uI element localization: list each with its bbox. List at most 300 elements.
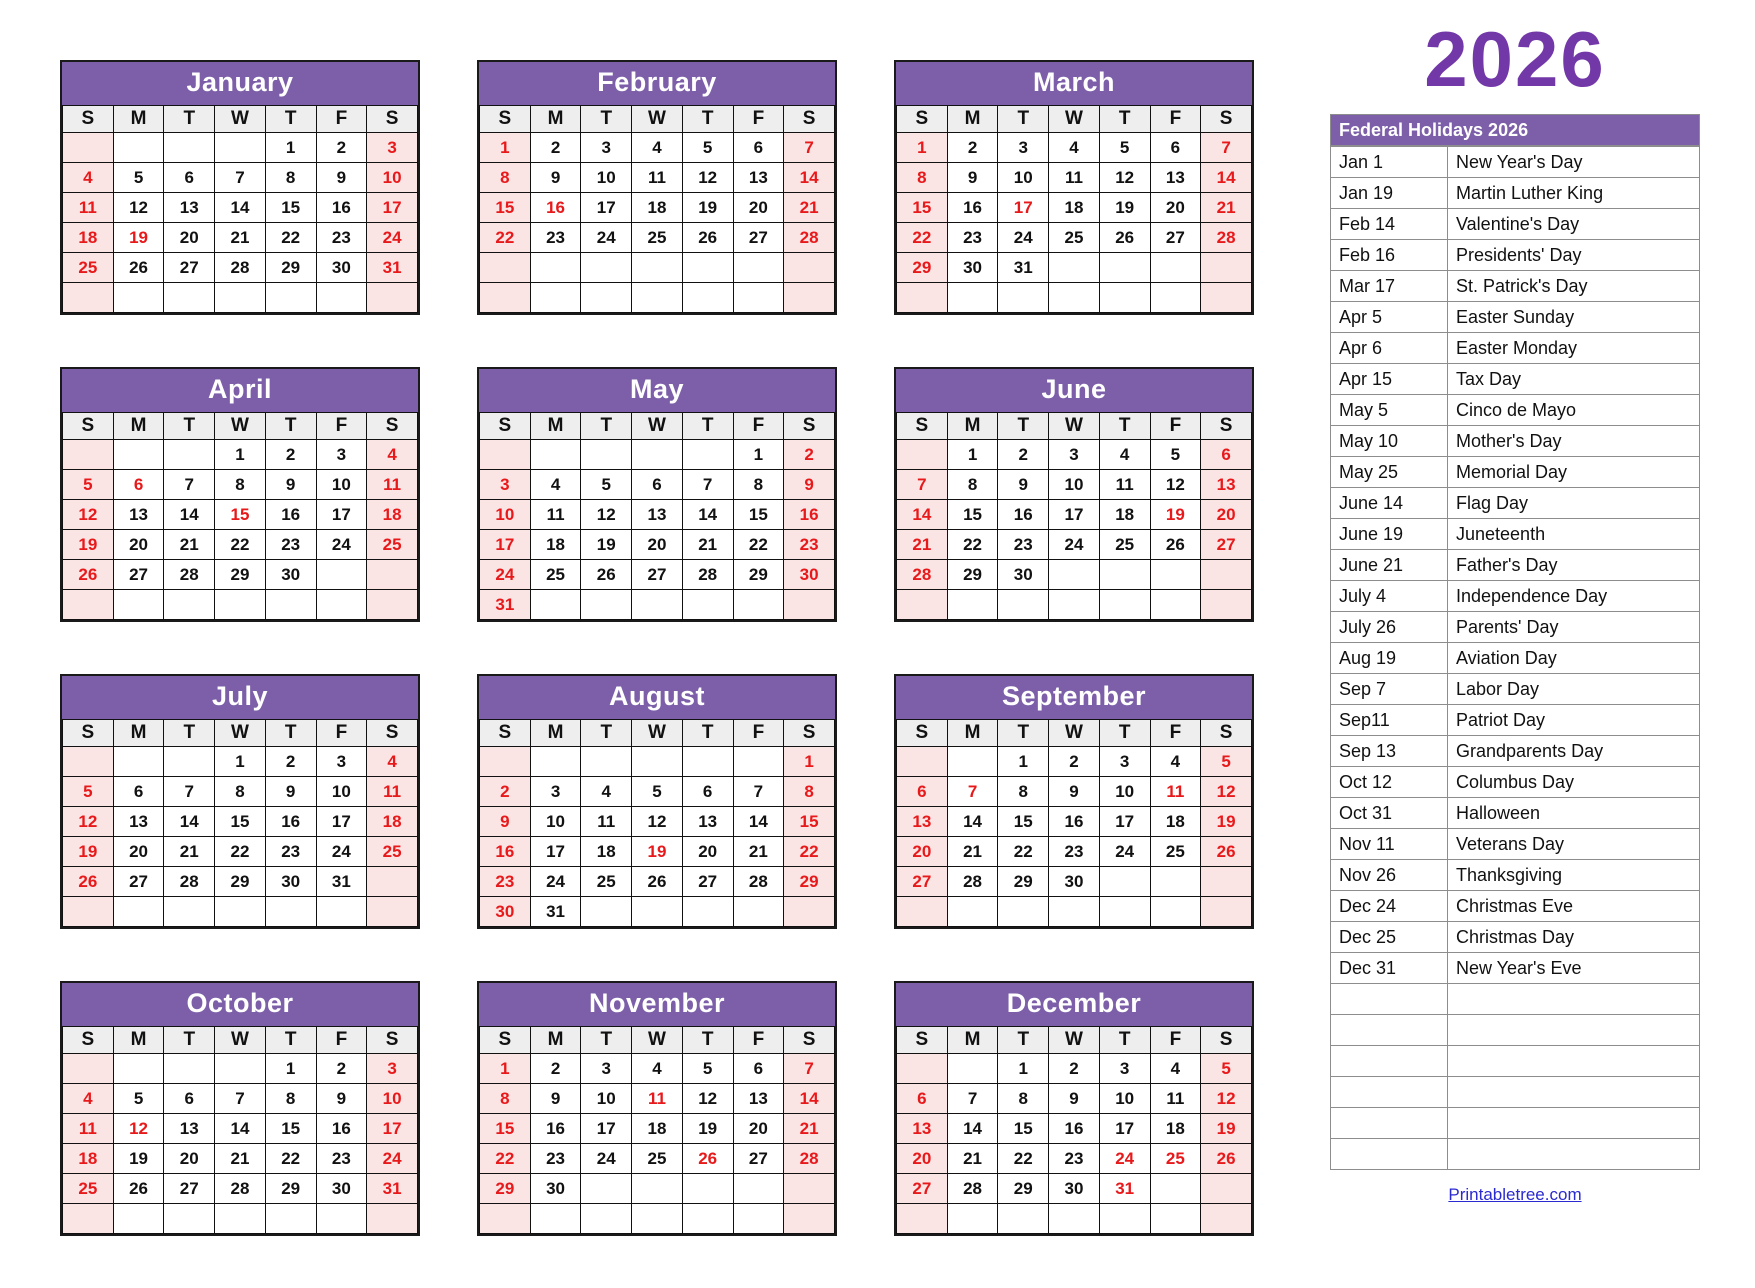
week-row: [897, 1174, 1252, 1204]
month-december: [894, 981, 1254, 1236]
week-row: [63, 440, 418, 470]
holiday-row: [1331, 1015, 1700, 1046]
day-cell: 25: [63, 253, 114, 283]
weekday-header: T: [1099, 1027, 1150, 1054]
empty-cell: [63, 590, 114, 620]
day-cell: 2: [265, 440, 316, 470]
empty-cell: [1150, 897, 1201, 927]
day-cell: 28: [897, 560, 948, 590]
day-cell: 19: [632, 837, 683, 867]
week-row: [480, 163, 835, 193]
day-cell: 16: [530, 193, 581, 223]
day-cell: 18: [63, 223, 114, 253]
day-cell: 30: [1049, 1174, 1100, 1204]
day-cell: 17: [530, 837, 581, 867]
day-cell: 2: [1049, 747, 1100, 777]
day-cell: 4: [581, 777, 632, 807]
empty-cell: [733, 1204, 784, 1234]
day-cell: 8: [998, 777, 1049, 807]
empty-cell: [63, 133, 114, 163]
day-cell: 24: [998, 223, 1049, 253]
holiday-date: June 21: [1331, 550, 1448, 581]
holiday-row: [1331, 581, 1700, 612]
day-cell: 16: [1049, 1114, 1100, 1144]
empty-cell: [265, 897, 316, 927]
holiday-name: Patriot Day: [1448, 705, 1700, 736]
week-row: [480, 133, 835, 163]
day-cell: 28: [947, 1174, 998, 1204]
day-cell: 24: [367, 1144, 418, 1174]
empty-cell: [1201, 897, 1252, 927]
empty-cell: [733, 897, 784, 927]
holiday-date: Dec 24: [1331, 891, 1448, 922]
holiday-date: May 5: [1331, 395, 1448, 426]
empty-cell: [1049, 590, 1100, 620]
day-cell: 13: [1150, 163, 1201, 193]
sidebar: [1330, 15, 1700, 1170]
holiday-name: Thanksgiving: [1448, 860, 1700, 891]
day-cell: 9: [316, 163, 367, 193]
holiday-date: June 14: [1331, 488, 1448, 519]
empty-cell: [316, 1204, 367, 1234]
day-cell: 25: [1099, 530, 1150, 560]
day-cell: 31: [480, 590, 531, 620]
day-cell: 6: [1201, 440, 1252, 470]
day-cell: 18: [632, 193, 683, 223]
weekday-header: T: [581, 1027, 632, 1054]
day-cell: 13: [897, 807, 948, 837]
day-cell: 30: [480, 897, 531, 927]
day-cell: 12: [1099, 163, 1150, 193]
day-cell: 12: [63, 500, 114, 530]
weekday-header: T: [998, 413, 1049, 440]
weekday-header: S: [1201, 106, 1252, 133]
holiday-name: Easter Monday: [1448, 333, 1700, 364]
month-january: [60, 60, 420, 315]
day-cell: 23: [530, 223, 581, 253]
day-cell: 12: [113, 193, 164, 223]
empty-cell: [632, 590, 683, 620]
holidays-table: [1330, 146, 1700, 1170]
months-row: [60, 367, 1255, 674]
empty-cell: [113, 747, 164, 777]
day-cell: 4: [1049, 133, 1100, 163]
holiday-name: Flag Day: [1448, 488, 1700, 519]
empty-cell: [1150, 283, 1201, 313]
empty-cell: [947, 897, 998, 927]
holiday-name: Presidents' Day: [1448, 240, 1700, 271]
day-cell: 21: [947, 837, 998, 867]
holiday-row: [1331, 147, 1700, 178]
day-cell: 12: [1150, 470, 1201, 500]
holiday-row: [1331, 984, 1700, 1015]
day-cell: 27: [164, 253, 215, 283]
day-cell: 3: [998, 133, 1049, 163]
day-cell: 26: [682, 223, 733, 253]
month-grid: [62, 1026, 418, 1234]
week-row: [480, 283, 835, 313]
empty-cell: [632, 283, 683, 313]
empty-cell: [1201, 560, 1252, 590]
empty-cell: [1201, 867, 1252, 897]
day-cell: 4: [63, 1084, 114, 1114]
holiday-date: Sep11: [1331, 705, 1448, 736]
day-cell: 8: [480, 1084, 531, 1114]
day-cell: 14: [897, 500, 948, 530]
day-cell: 31: [530, 897, 581, 927]
empty-cell: [897, 747, 948, 777]
day-cell: 13: [682, 807, 733, 837]
empty-cell: [530, 747, 581, 777]
empty-cell: [367, 1204, 418, 1234]
day-cell: 2: [530, 133, 581, 163]
holiday-date: Jan 1: [1331, 147, 1448, 178]
empty-cell: [1150, 1204, 1201, 1234]
weekday-header: S: [897, 413, 948, 440]
month-september: [894, 674, 1254, 929]
week-row: [480, 777, 835, 807]
month-grid-wrapper: [60, 719, 420, 929]
site-credit-link[interactable]: Printabletree.com: [1448, 1185, 1582, 1204]
weekday-header: S: [63, 1027, 114, 1054]
month-title: November: [477, 981, 837, 1026]
empty-cell: [632, 897, 683, 927]
day-cell: 17: [316, 500, 367, 530]
month-grid: [62, 719, 418, 927]
holiday-name: Parents' Day: [1448, 612, 1700, 643]
day-cell: 2: [530, 1054, 581, 1084]
weekday-header: M: [530, 720, 581, 747]
day-cell: 31: [998, 253, 1049, 283]
week-row: [63, 747, 418, 777]
day-cell: 19: [113, 1144, 164, 1174]
day-cell: 15: [784, 807, 835, 837]
week-row: [63, 1144, 418, 1174]
day-cell: 17: [367, 1114, 418, 1144]
day-cell: 1: [265, 1054, 316, 1084]
month-title: May: [477, 367, 837, 412]
month-april: [60, 367, 420, 622]
weekday-header: S: [63, 106, 114, 133]
day-cell: 6: [733, 1054, 784, 1084]
weekday-header: T: [265, 1027, 316, 1054]
day-cell: 10: [1099, 1084, 1150, 1114]
holiday-date: Oct 12: [1331, 767, 1448, 798]
weekday-header: W: [632, 1027, 683, 1054]
empty-cell: [581, 747, 632, 777]
holiday-row: [1331, 1046, 1700, 1077]
weekday-header: T: [164, 106, 215, 133]
weekday-header: S: [784, 1027, 835, 1054]
day-cell: 20: [1150, 193, 1201, 223]
day-cell: 6: [1150, 133, 1201, 163]
holiday-row: [1331, 860, 1700, 891]
day-cell: 26: [682, 1144, 733, 1174]
day-cell: 8: [947, 470, 998, 500]
holiday-row: [1331, 488, 1700, 519]
day-cell: 25: [63, 1174, 114, 1204]
day-cell: 12: [632, 807, 683, 837]
empty-cell: [215, 1204, 266, 1234]
holiday-date: Dec 31: [1331, 953, 1448, 984]
holiday-date: May 25: [1331, 457, 1448, 488]
day-cell: 5: [682, 133, 733, 163]
day-cell: 16: [265, 500, 316, 530]
holiday-name: [1448, 1108, 1700, 1139]
day-cell: 20: [164, 1144, 215, 1174]
day-cell: 9: [480, 807, 531, 837]
day-cell: 3: [530, 777, 581, 807]
weekday-header: T: [164, 1027, 215, 1054]
day-cell: 12: [1201, 777, 1252, 807]
day-cell: 2: [316, 1054, 367, 1084]
empty-cell: [530, 253, 581, 283]
day-cell: 29: [733, 560, 784, 590]
weekday-header: W: [632, 720, 683, 747]
weekday-header: T: [998, 106, 1049, 133]
week-row: [480, 807, 835, 837]
day-cell: 15: [998, 1114, 1049, 1144]
holiday-row: [1331, 426, 1700, 457]
day-cell: 1: [784, 747, 835, 777]
empty-cell: [682, 283, 733, 313]
day-cell: 18: [1150, 807, 1201, 837]
day-cell: 3: [581, 133, 632, 163]
holiday-date: [1331, 1139, 1448, 1170]
weekday-header: T: [1099, 106, 1150, 133]
day-cell: 23: [998, 530, 1049, 560]
day-cell: 8: [784, 777, 835, 807]
day-cell: 5: [581, 470, 632, 500]
day-cell: 22: [480, 1144, 531, 1174]
day-cell: 29: [897, 253, 948, 283]
day-cell: 9: [530, 1084, 581, 1114]
day-cell: 26: [1201, 1144, 1252, 1174]
weekday-header: F: [1150, 413, 1201, 440]
week-row: [480, 253, 835, 283]
day-cell: 22: [897, 223, 948, 253]
empty-cell: [1099, 897, 1150, 927]
weekday-header: M: [113, 413, 164, 440]
week-row: [480, 1144, 835, 1174]
day-cell: 22: [947, 530, 998, 560]
empty-cell: [63, 440, 114, 470]
day-cell: 6: [113, 470, 164, 500]
holiday-name: St. Patrick's Day: [1448, 271, 1700, 302]
week-row: [480, 530, 835, 560]
month-grid: [896, 105, 1252, 313]
day-cell: 28: [215, 253, 266, 283]
empty-cell: [581, 590, 632, 620]
weekday-header: S: [480, 413, 531, 440]
day-cell: 20: [897, 1144, 948, 1174]
weekday-header: S: [897, 106, 948, 133]
empty-cell: [215, 590, 266, 620]
week-row: [480, 1204, 835, 1234]
day-cell: 25: [581, 867, 632, 897]
day-cell: 8: [998, 1084, 1049, 1114]
holiday-row: [1331, 953, 1700, 984]
month-grid-wrapper: [894, 412, 1254, 622]
week-row: [897, 1054, 1252, 1084]
week-row: [480, 470, 835, 500]
day-cell: 22: [733, 530, 784, 560]
week-row: [897, 807, 1252, 837]
holiday-date: July 26: [1331, 612, 1448, 643]
empty-cell: [897, 590, 948, 620]
weekday-header: M: [947, 413, 998, 440]
weekday-header: S: [480, 720, 531, 747]
month-title: October: [60, 981, 420, 1026]
day-cell: 18: [367, 807, 418, 837]
weekday-header: S: [1201, 413, 1252, 440]
day-cell: 11: [63, 1114, 114, 1144]
day-cell: 29: [998, 1174, 1049, 1204]
week-row: [897, 500, 1252, 530]
holiday-row: [1331, 891, 1700, 922]
day-cell: 13: [897, 1114, 948, 1144]
day-cell: 30: [947, 253, 998, 283]
day-cell: 18: [63, 1144, 114, 1174]
empty-cell: [367, 897, 418, 927]
day-cell: 9: [1049, 777, 1100, 807]
holiday-row: [1331, 705, 1700, 736]
weekday-header: W: [215, 413, 266, 440]
empty-cell: [113, 897, 164, 927]
holiday-row: [1331, 271, 1700, 302]
holiday-name: [1448, 1046, 1700, 1077]
empty-cell: [113, 440, 164, 470]
weekday-header: M: [530, 413, 581, 440]
day-cell: 5: [1150, 440, 1201, 470]
day-cell: 31: [1099, 1174, 1150, 1204]
weekday-header: M: [530, 106, 581, 133]
month-title: June: [894, 367, 1254, 412]
day-cell: 22: [265, 1144, 316, 1174]
day-cell: 24: [1049, 530, 1100, 560]
holiday-name: Tax Day: [1448, 364, 1700, 395]
weekday-header: M: [530, 1027, 581, 1054]
empty-cell: [164, 590, 215, 620]
day-cell: 30: [530, 1174, 581, 1204]
week-row: [63, 133, 418, 163]
day-cell: 9: [1049, 1084, 1100, 1114]
day-cell: 14: [215, 1114, 266, 1144]
day-cell: 25: [530, 560, 581, 590]
holiday-name: Labor Day: [1448, 674, 1700, 705]
day-cell: 24: [530, 867, 581, 897]
day-cell: 10: [1099, 777, 1150, 807]
week-row: [480, 867, 835, 897]
week-row: [897, 747, 1252, 777]
empty-cell: [367, 867, 418, 897]
day-cell: 10: [367, 163, 418, 193]
weekday-header: T: [581, 106, 632, 133]
day-cell: 15: [265, 1114, 316, 1144]
empty-cell: [784, 590, 835, 620]
day-cell: 26: [63, 867, 114, 897]
empty-cell: [1150, 590, 1201, 620]
day-cell: 19: [1099, 193, 1150, 223]
holiday-name: Cinco de Mayo: [1448, 395, 1700, 426]
day-cell: 29: [947, 560, 998, 590]
month-grid: [896, 412, 1252, 620]
holiday-date: [1331, 1077, 1448, 1108]
holiday-row: [1331, 798, 1700, 829]
empty-cell: [897, 1054, 948, 1084]
month-grid-wrapper: [894, 105, 1254, 315]
weekday-header: T: [265, 413, 316, 440]
day-cell: 13: [632, 500, 683, 530]
day-cell: 24: [581, 223, 632, 253]
day-cell: 16: [998, 500, 1049, 530]
week-row: [63, 1204, 418, 1234]
day-cell: 27: [682, 867, 733, 897]
empty-cell: [265, 590, 316, 620]
empty-cell: [1201, 253, 1252, 283]
weekday-header: S: [367, 413, 418, 440]
empty-cell: [897, 440, 948, 470]
day-cell: 26: [632, 867, 683, 897]
weekday-header: S: [367, 1027, 418, 1054]
month-title: August: [477, 674, 837, 719]
empty-cell: [581, 1204, 632, 1234]
day-cell: 12: [581, 500, 632, 530]
day-cell: 29: [784, 867, 835, 897]
day-cell: 16: [265, 807, 316, 837]
holiday-row: [1331, 395, 1700, 426]
day-cell: 25: [1049, 223, 1100, 253]
day-cell: 22: [215, 837, 266, 867]
day-cell: 28: [784, 1144, 835, 1174]
day-cell: 14: [733, 807, 784, 837]
day-cell: 27: [897, 867, 948, 897]
day-cell: 17: [1099, 807, 1150, 837]
weekday-header: T: [998, 1027, 1049, 1054]
weekday-header: M: [947, 106, 998, 133]
empty-cell: [947, 283, 998, 313]
weekday-header: S: [63, 413, 114, 440]
weekday-header: S: [367, 720, 418, 747]
empty-cell: [1201, 590, 1252, 620]
month-grid: [479, 105, 835, 313]
week-row: [63, 590, 418, 620]
empty-cell: [367, 560, 418, 590]
day-cell: 1: [998, 747, 1049, 777]
day-cell: 30: [1049, 867, 1100, 897]
day-cell: 14: [164, 807, 215, 837]
day-cell: 25: [367, 530, 418, 560]
holiday-name: New Year's Eve: [1448, 953, 1700, 984]
empty-cell: [1150, 560, 1201, 590]
week-row: [480, 1084, 835, 1114]
day-cell: 6: [113, 777, 164, 807]
holiday-name: [1448, 984, 1700, 1015]
empty-cell: [164, 440, 215, 470]
month-grid-wrapper: [477, 412, 837, 622]
week-row: [480, 440, 835, 470]
weekday-header: S: [784, 413, 835, 440]
holiday-name: Aviation Day: [1448, 643, 1700, 674]
page-title: 2026: [1424, 15, 1606, 103]
empty-cell: [998, 283, 1049, 313]
holiday-name: Halloween: [1448, 798, 1700, 829]
day-cell: 7: [784, 1054, 835, 1084]
day-cell: 19: [682, 1114, 733, 1144]
day-cell: 30: [998, 560, 1049, 590]
week-row: [480, 193, 835, 223]
empty-cell: [947, 747, 998, 777]
